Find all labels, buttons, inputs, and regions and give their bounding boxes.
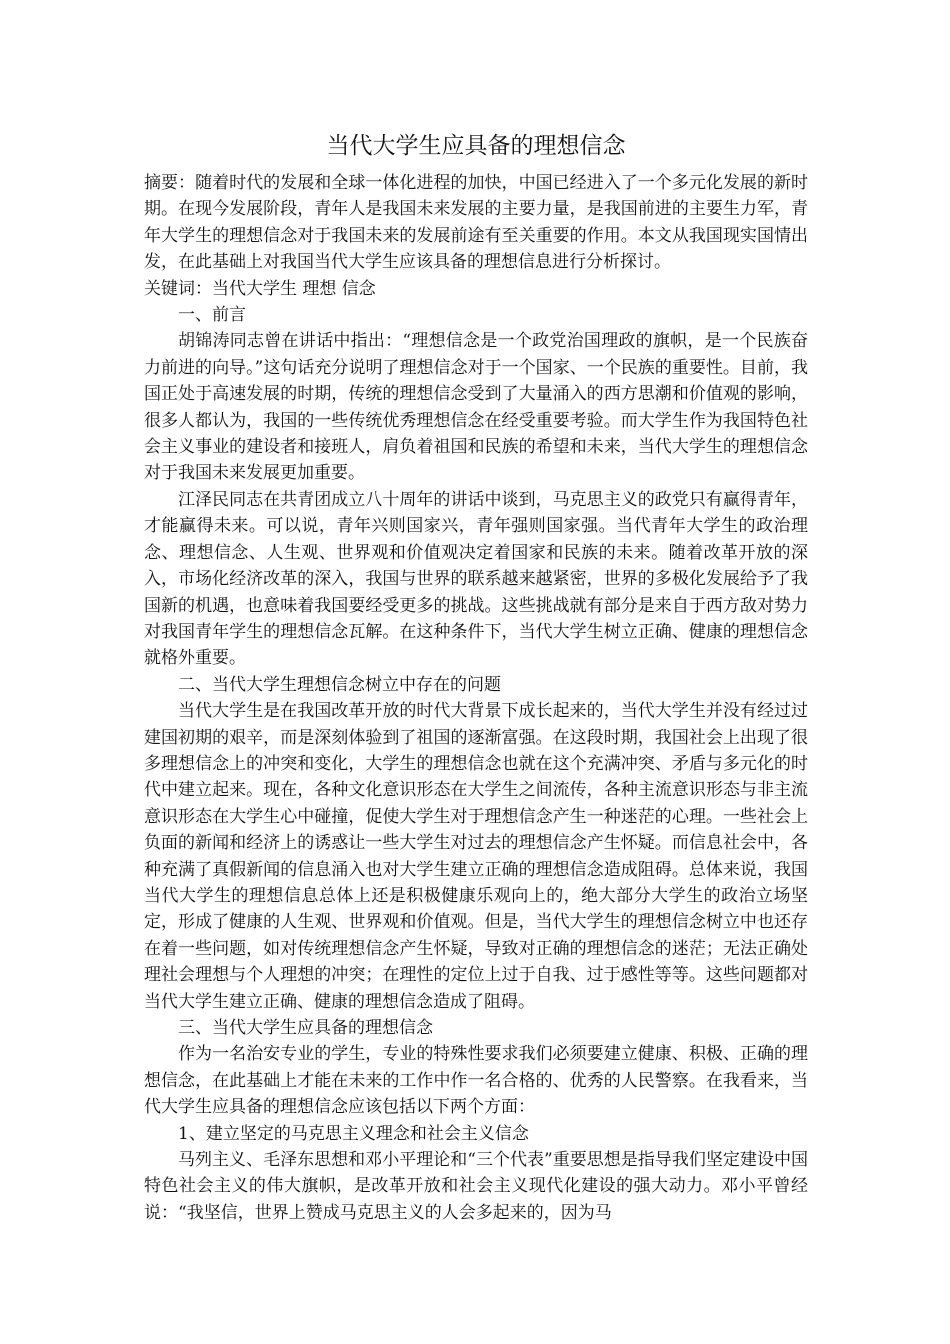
keywords-line: 关键词：当代大学生 理想 信念 (144, 278, 376, 299)
section-heading-introduction: 一、前言 (178, 305, 246, 326)
section-heading-ideals: 三、当代大学生应具备的理想信念 (178, 1018, 433, 1038)
document-title: 当代大学生应具备的理想信念 (326, 133, 626, 159)
body-paragraph: 胡锦涛同志曾在讲话中指出：“理想信念是一个政党治国理政的旗帜，是一个民族奋力前进的向导。”这句话充分说明了理想信念对于一个国家、一个民族的重要性。目前，我国正处于高速发展的时期，传统的理想信念受到了大量涌入的西方思潮和价值观的影响，很多人都认为，我国的一些传统优秀理想信念在经受重要考验。而大学生作为我国特色社会主义事业的建设者和接班人，肩负着祖国和民族的希望和未来，当代大学生的理想信念对于我国未来发展更加重要。 (144, 331, 808, 484)
section-heading-problems: 二、当代大学生理想信念树立中存在的问题 (178, 674, 501, 695)
body-paragraph: 马列主义、毛泽东思想和邓小平理论和“三个代表”重要思想是指导我们坚定建设中国特色社会主义的伟大旗帜，是改革开放和社会主义现代化建设的强大动力。邓小平曾经说：“我坚信，世界上赞成马克思主义的人会多起来的，因为马 (144, 1150, 808, 1223)
subsection-heading: 1、建立坚定的马克思主义理念和社会主义信念 (178, 1123, 529, 1144)
document-page (144, 128, 808, 1226)
body-paragraph: 作为一名治安专业的学生，专业的特殊性要求我们必须要建立健康、积极、正确的理想信念，在此基础上才能在未来的工作中作一名合格的、优秀的人民警察。在我看来，当代大学生应具备的理想信念应该包括以下两个方面： (144, 1044, 808, 1118)
abstract-paragraph: 摘要：随着时代的发展和全球一体化进程的加快，中国已经进入了一个多元化发展的新时期。在现今发展阶段，青年人是我国未来发展的主要力量，是我国前进的主要生力军，青年大学生的理想信念对于我国未来的发展前途有至关重要的作用。本文从我国现实国情出发，在此基础上对我国当代大学生应该具备的理想信息进行分析探讨。 (144, 173, 808, 273)
body-paragraph: 当代大学生是在我国改革开放的时代大背景下成长起来的，当代大学生并没有经过过建国初期的艰辛，而是深刻体验到了祖国的逐渐富强。在这段时期，我国社会上出现了很多理想信念上的冲突和变化，大学生的理想信念也就在这个充满冲突、矛盾与多元化的时代中建立起来。现在，各种文化意识形态在大学生之间流传，各种主流意识形态与非主流意识形态在大学生心中碰撞，促使大学生对于理想信念产生一种迷茫的心理。一些社会上负面的新闻和经济上的诱惑让一些大学生对过去的理想信念产生怀疑。而信息社会中，各种充满了真假新闻的信息涌入也对大学生建立正确的理想信念造成阻碍。总体来说，我国当代大学生的理想信息总体上还是积极健康乐观向上的，绝大部分大学生的政治立场坚定，形成了健康的人生观、世界观和价值观。但是，当代大学生的理想信念树立中也还存在着一些问题，如对传统理想信念产生怀疑，导致对正确的理想信念的迷茫；无法正确处理社会理想与个人理想的冲突；在理性的定位上过于自我、过于感性等等。这些问题都对当代大学生建立正确、健康的理想信念造成了阻碍。 (144, 701, 808, 1012)
body-paragraph: 江泽民同志在共青团成立八十周年的讲话中谈到，马克思主义的政党只有赢得青年，才能赢得未来。可以说，青年兴则国家兴，青年强则国家强。当代青年大学生的政治理念、理想信念、人生观、世界观和价值观决定着国家和民族的未来。随着改革开放的深入，市场化经济改革的深入，我国与世界的联系越来越紧密，世界的多极化发展给予了我国新的机遇，也意味着我国要经受更多的挑战。这些挑战就有部分是来自于西方敌对势力对我国青年学生的理想信念瓦解。在这种条件下，当代大学生树立正确、健康的理想信念就格外重要。 (144, 489, 808, 669)
